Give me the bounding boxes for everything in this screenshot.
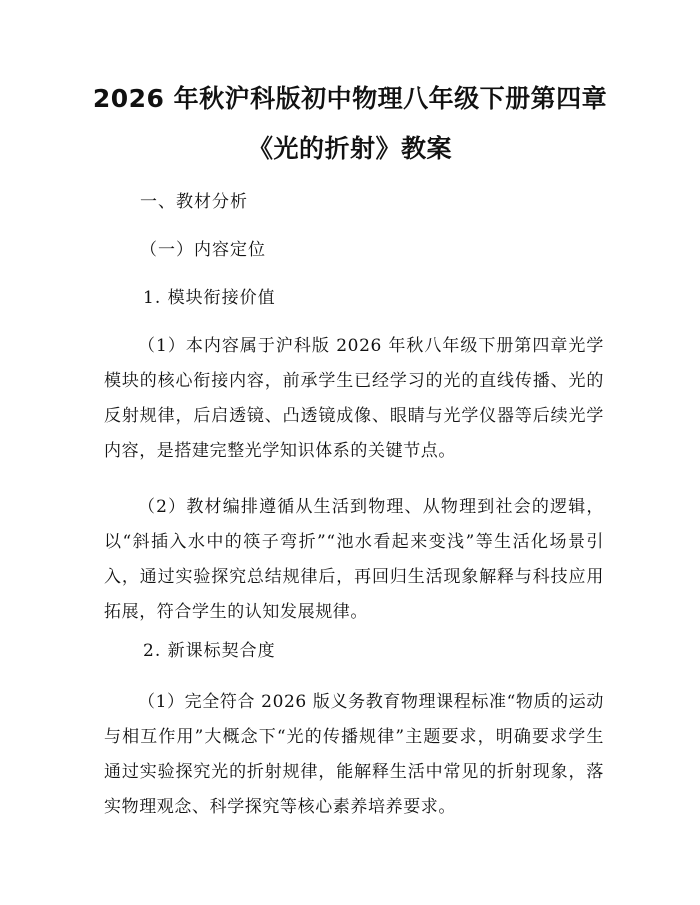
paragraph-module-connection-1: （1）本内容属于沪科版 2026 年秋八年级下册第四章光学模块的核心衔接内容，前承学生已经学习的光的直线传播、光的反射规律，后启透镜、凸透镜成像、眼睛与光学仪器等后续光学内容，是搭建完整光学知识体系的关键节点。 [104,336,604,461]
section-heading-textbook-analysis: 一、教材分析 [140,192,248,212]
item-heading-curriculum-fit: 2. 新课标契合度 [143,641,276,661]
document-title-line-1: 2026 年秋沪科版初中物理八年级下册第四章 [92,84,608,113]
document-title-line-2: 《光的折射》教案 [247,134,452,163]
paragraph-curriculum-fit-1: （1）完全符合 2026 版义务教育物理课程标准“物质的运动与相互作用”大概念下“光的传播规律”主题要求，明确要求学生通过实验探究光的折射规律，能解释生活中常见的折射现象，落实物理观念、科学探究等核心素养培养要求。 [104,692,604,817]
paragraph-module-connection-2: （2）教材编排遵循从生活到物理、从物理到社会的逻辑，以“斜插入水中的筷子弯折”“池水看起来变浅”等生活化场景引入，通过实验探究总结规律后，再回归生活现象解释与科技应用拓展，符合学生的认知发展规律。 [104,497,604,622]
subsection-heading-content-positioning: （一）内容定位 [140,240,266,260]
item-heading-module-connection: 1. 模块衔接价值 [143,288,276,308]
